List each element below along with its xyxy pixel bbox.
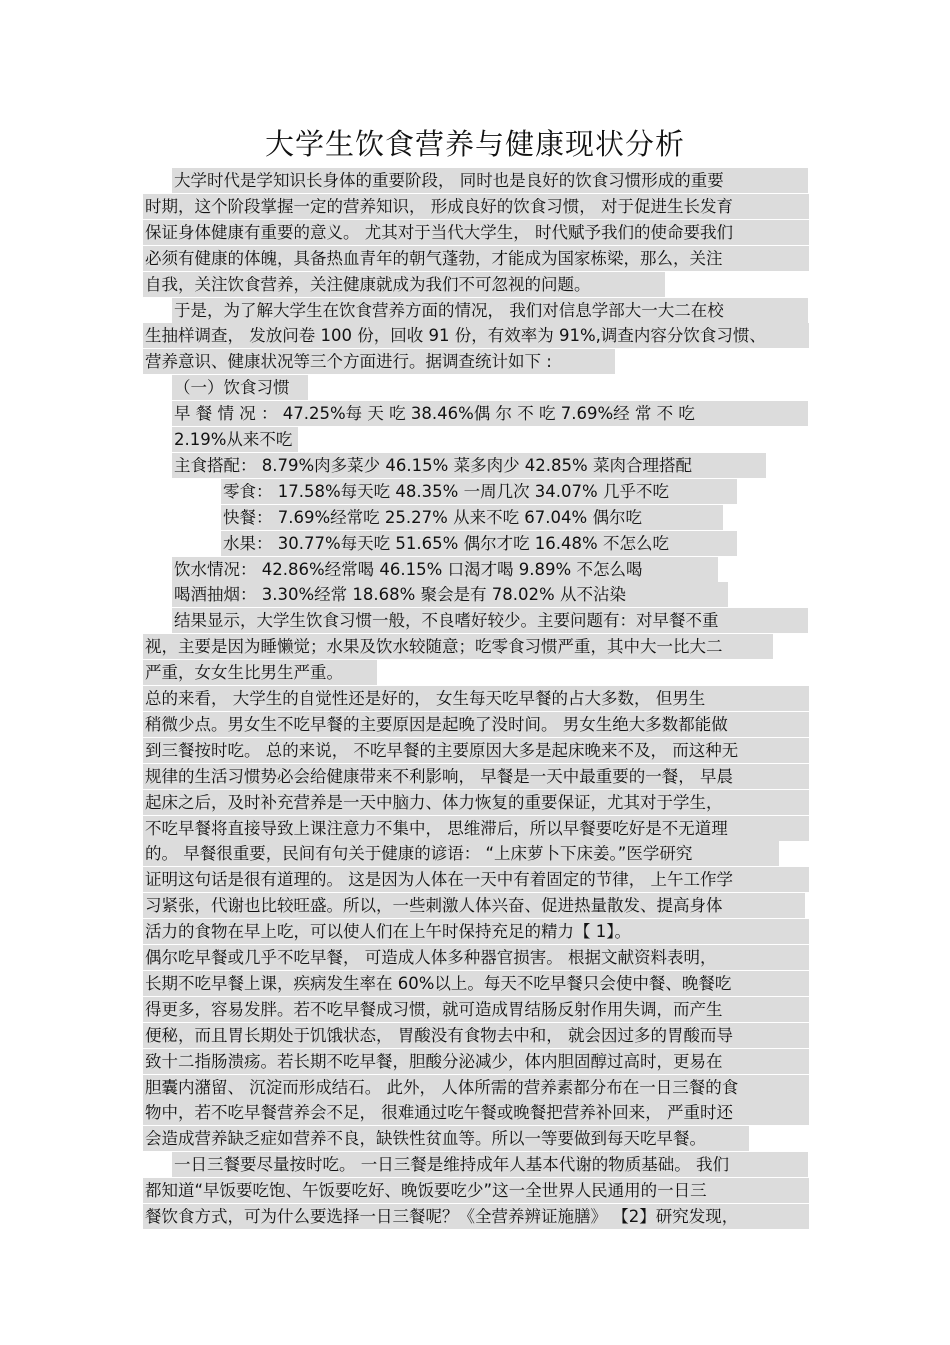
text-line — [143, 246, 809, 271]
text-line — [221, 505, 723, 530]
text-line — [221, 531, 737, 556]
text-line-content: 2.19%从来不吃 — [174, 430, 293, 449]
text-line — [143, 971, 809, 996]
text-line-content: 水果： 30.77%每天吃 51.65% 偶尔才吃 16.48% 不怎么吃 — [223, 534, 669, 553]
text-line — [143, 1100, 809, 1125]
text-line-content: 于是，为了解大学生在饮食营养方面的情况， 我们对信息学部大一大二在校 — [174, 301, 724, 320]
text-line — [143, 893, 805, 918]
text-line — [143, 349, 615, 374]
text-line — [143, 919, 809, 944]
text-line-content: 视，主要是因为睡懒觉；水果及饮水较随意；吃零食习惯严重，其中大一比大二 — [145, 637, 723, 656]
text-line — [143, 816, 809, 841]
text-line-content: 长期不吃早餐上课，疾病发生率在 60%以上。每天不吃早餐只会使中餐、晚餐吃 — [145, 974, 732, 993]
text-line — [143, 1204, 809, 1229]
text-line-content: 快餐： 7.69%经常吃 25.27% 从来不吃 67.04% 偶尔吃 — [223, 508, 642, 527]
document-title: 大学生饮食营养与健康现状分析 — [264, 127, 685, 161]
text-line — [143, 634, 773, 659]
text-line-content: 必须有健康的体魄，具备热血青年的朝气蓬勃，才能成为国家栋梁，那么，关注 — [145, 249, 723, 268]
text-line-content: 物中，若不吃早餐营养会不足， 很难通过吃午餐或晚餐把营养补回来， 严重时还 — [145, 1103, 733, 1122]
text-line-content: 大学时代是学知识长身体的重要阶段， 同时也是良好的饮食习惯形成的重要 — [174, 171, 724, 190]
text-line — [172, 453, 766, 478]
text-line — [143, 867, 809, 892]
text-line-content: 结果显示，大学生饮食习惯一般，不良嗜好较少。主要问题有：对早餐不重 — [174, 611, 719, 630]
text-line-content: 一日三餐要尽量按时吃。 一日三餐是维持成年人基本代谢的物质基础。 我们 — [174, 1155, 729, 1174]
text-line — [143, 194, 809, 219]
text-line — [172, 298, 808, 323]
text-line-content: 时期，这个阶段掌握一定的营养知识， 形成良好的饮食习惯， 对于促进生长发育 — [145, 197, 733, 216]
text-line-content: 稍微少点。男女生不吃早餐的主要原因是起晚了没时间。 男女生绝大多数都能做 — [145, 715, 728, 734]
text-line — [143, 841, 779, 866]
text-line — [172, 582, 728, 607]
text-line-content: 零食： 17.58%每天吃 48.35% 一周几次 34.07% 几乎不吃 — [223, 482, 669, 501]
text-line — [143, 1075, 809, 1100]
text-line-content: 会造成营养缺乏症如营养不良，缺铁性贫血等。所以一等要做到每天吃早餐。 — [145, 1129, 706, 1148]
text-line-content: （一）饮食习惯 — [174, 378, 290, 397]
text-line-content: 起床之后，及时补充营养是一天中脑力、体力恢复的重要保证，尤其对于学生， — [145, 793, 723, 812]
text-line-content: 主食搭配： 8.79%肉多菜少 46.15% 菜多肉少 42.85% 菜肉合理搭配 — [174, 456, 692, 475]
text-line — [143, 323, 809, 348]
text-line — [143, 220, 809, 245]
text-line-content: 喝酒抽烟： 3.30%经常 18.68% 聚会是有 78.02% 从不沾染 — [174, 585, 626, 604]
text-line-content: 自我，关注饮食营养，关注健康就成为我们不可忽视的问题。 — [145, 275, 591, 294]
text-line-content: 活力的食物在早上吃，可以使人们在上午时保持充足的精力【 1】。 — [145, 922, 631, 941]
text-line — [143, 790, 809, 815]
text-line — [172, 168, 808, 193]
text-line-content: 致十二指肠溃疡。若长期不吃早餐，胆酸分泌减少，体内胆固醇过高时，更易在 — [145, 1052, 723, 1071]
text-line — [221, 479, 737, 504]
text-line — [143, 660, 377, 685]
text-line-content: 营养意识、健康状况等三个方面进行。据调查统计如下 : — [145, 352, 552, 371]
text-line — [172, 608, 808, 633]
text-line — [172, 401, 808, 426]
text-line-content: 总的来看， 大学生的自觉性还是好的， 女生每天吃早餐的占大多数， 但男生 — [145, 689, 706, 708]
text-line-content: 习紧张，代谢也比较旺盛。所以，一些刺激人体兴奋、促进热量散发、提高身体 — [145, 896, 723, 915]
text-line-content: 规律的生活习惯势必会给健康带来不利影响， 早餐是一天中最重要的一餐， 早晨 — [145, 767, 733, 786]
text-line-content: 饮水情况： 42.86%经常喝 46.15% 口渴才喝 9.89% 不怎么喝 — [174, 560, 643, 579]
text-line — [143, 1023, 809, 1048]
text-line-content: 餐饮食方式，可为什么要选择一日三餐呢？《全营养辨证施膳》 【2】研究发现， — [145, 1207, 739, 1226]
text-line-content: 严重，女女生比男生严重。 — [145, 663, 343, 682]
text-line-content: 的。 早餐很重要，民间有句关于健康的谚语： “上床萝卜下床姜。”医学研究 — [145, 844, 693, 863]
text-line — [172, 557, 718, 582]
text-line-content: 偶尔吃早餐或几乎不吃早餐， 可造成人体多种器官损害。 根据文献资料表明， — [145, 948, 717, 967]
text-line — [143, 997, 809, 1022]
text-line — [143, 686, 809, 711]
text-line — [143, 1049, 809, 1074]
text-line-content: 都知道“早饭要吃饱、午饭要吃好、晚饭要吃少”这一全世界人民通用的一日三 — [145, 1181, 707, 1200]
text-line — [143, 945, 809, 970]
text-line — [172, 1152, 808, 1177]
text-line-content: 不吃早餐将直接导致上课注意力不集中， 思维滞后，所以早餐要吃好是不无道理 — [145, 819, 728, 838]
text-line-content: 生抽样调查， 发放问卷 100 份，回收 91 份，有效率为 91%,调查内容分饮食习惯、 — [145, 326, 766, 345]
text-line — [143, 738, 809, 763]
text-line — [143, 1178, 809, 1203]
text-line — [172, 427, 298, 452]
text-line — [143, 272, 665, 297]
text-line — [143, 1126, 749, 1151]
text-line-content: 证明这句话是很有道理的。 这是因为人体在一天中有着固定的节律， 上午工作学 — [145, 870, 733, 889]
text-line-content: 便秘，而且胃长期处于饥饿状态， 胃酸没有食物去中和， 就会因过多的胃酸而导 — [145, 1026, 733, 1045]
text-line-content: 保证身体健康有重要的意义。 尤其对于当代大学生， 时代赋予我们的使命要我们 — [145, 223, 733, 242]
text-line-content: 得更多，容易发胖。若不吃早餐成习惯，就可造成胃结肠反射作用失调，而产生 — [145, 1000, 723, 1019]
text-line — [143, 764, 809, 789]
text-line-content: 早 餐 情 况 ： 47.25%每 天 吃 38.46%偶 尔 不 吃 7.69%经 常 不 吃 — [174, 404, 695, 423]
text-line — [172, 375, 308, 400]
text-line — [143, 712, 809, 737]
text-line-content: 到三餐按时吃。 总的来说， 不吃早餐的主要原因大多是起床晚来不及， 而这种无 — [145, 741, 739, 760]
text-line-content: 胆囊内潴留、 沉淀而形成结石。 此外， 人体所需的营养素都分布在一日三餐的食 — [145, 1078, 739, 1097]
